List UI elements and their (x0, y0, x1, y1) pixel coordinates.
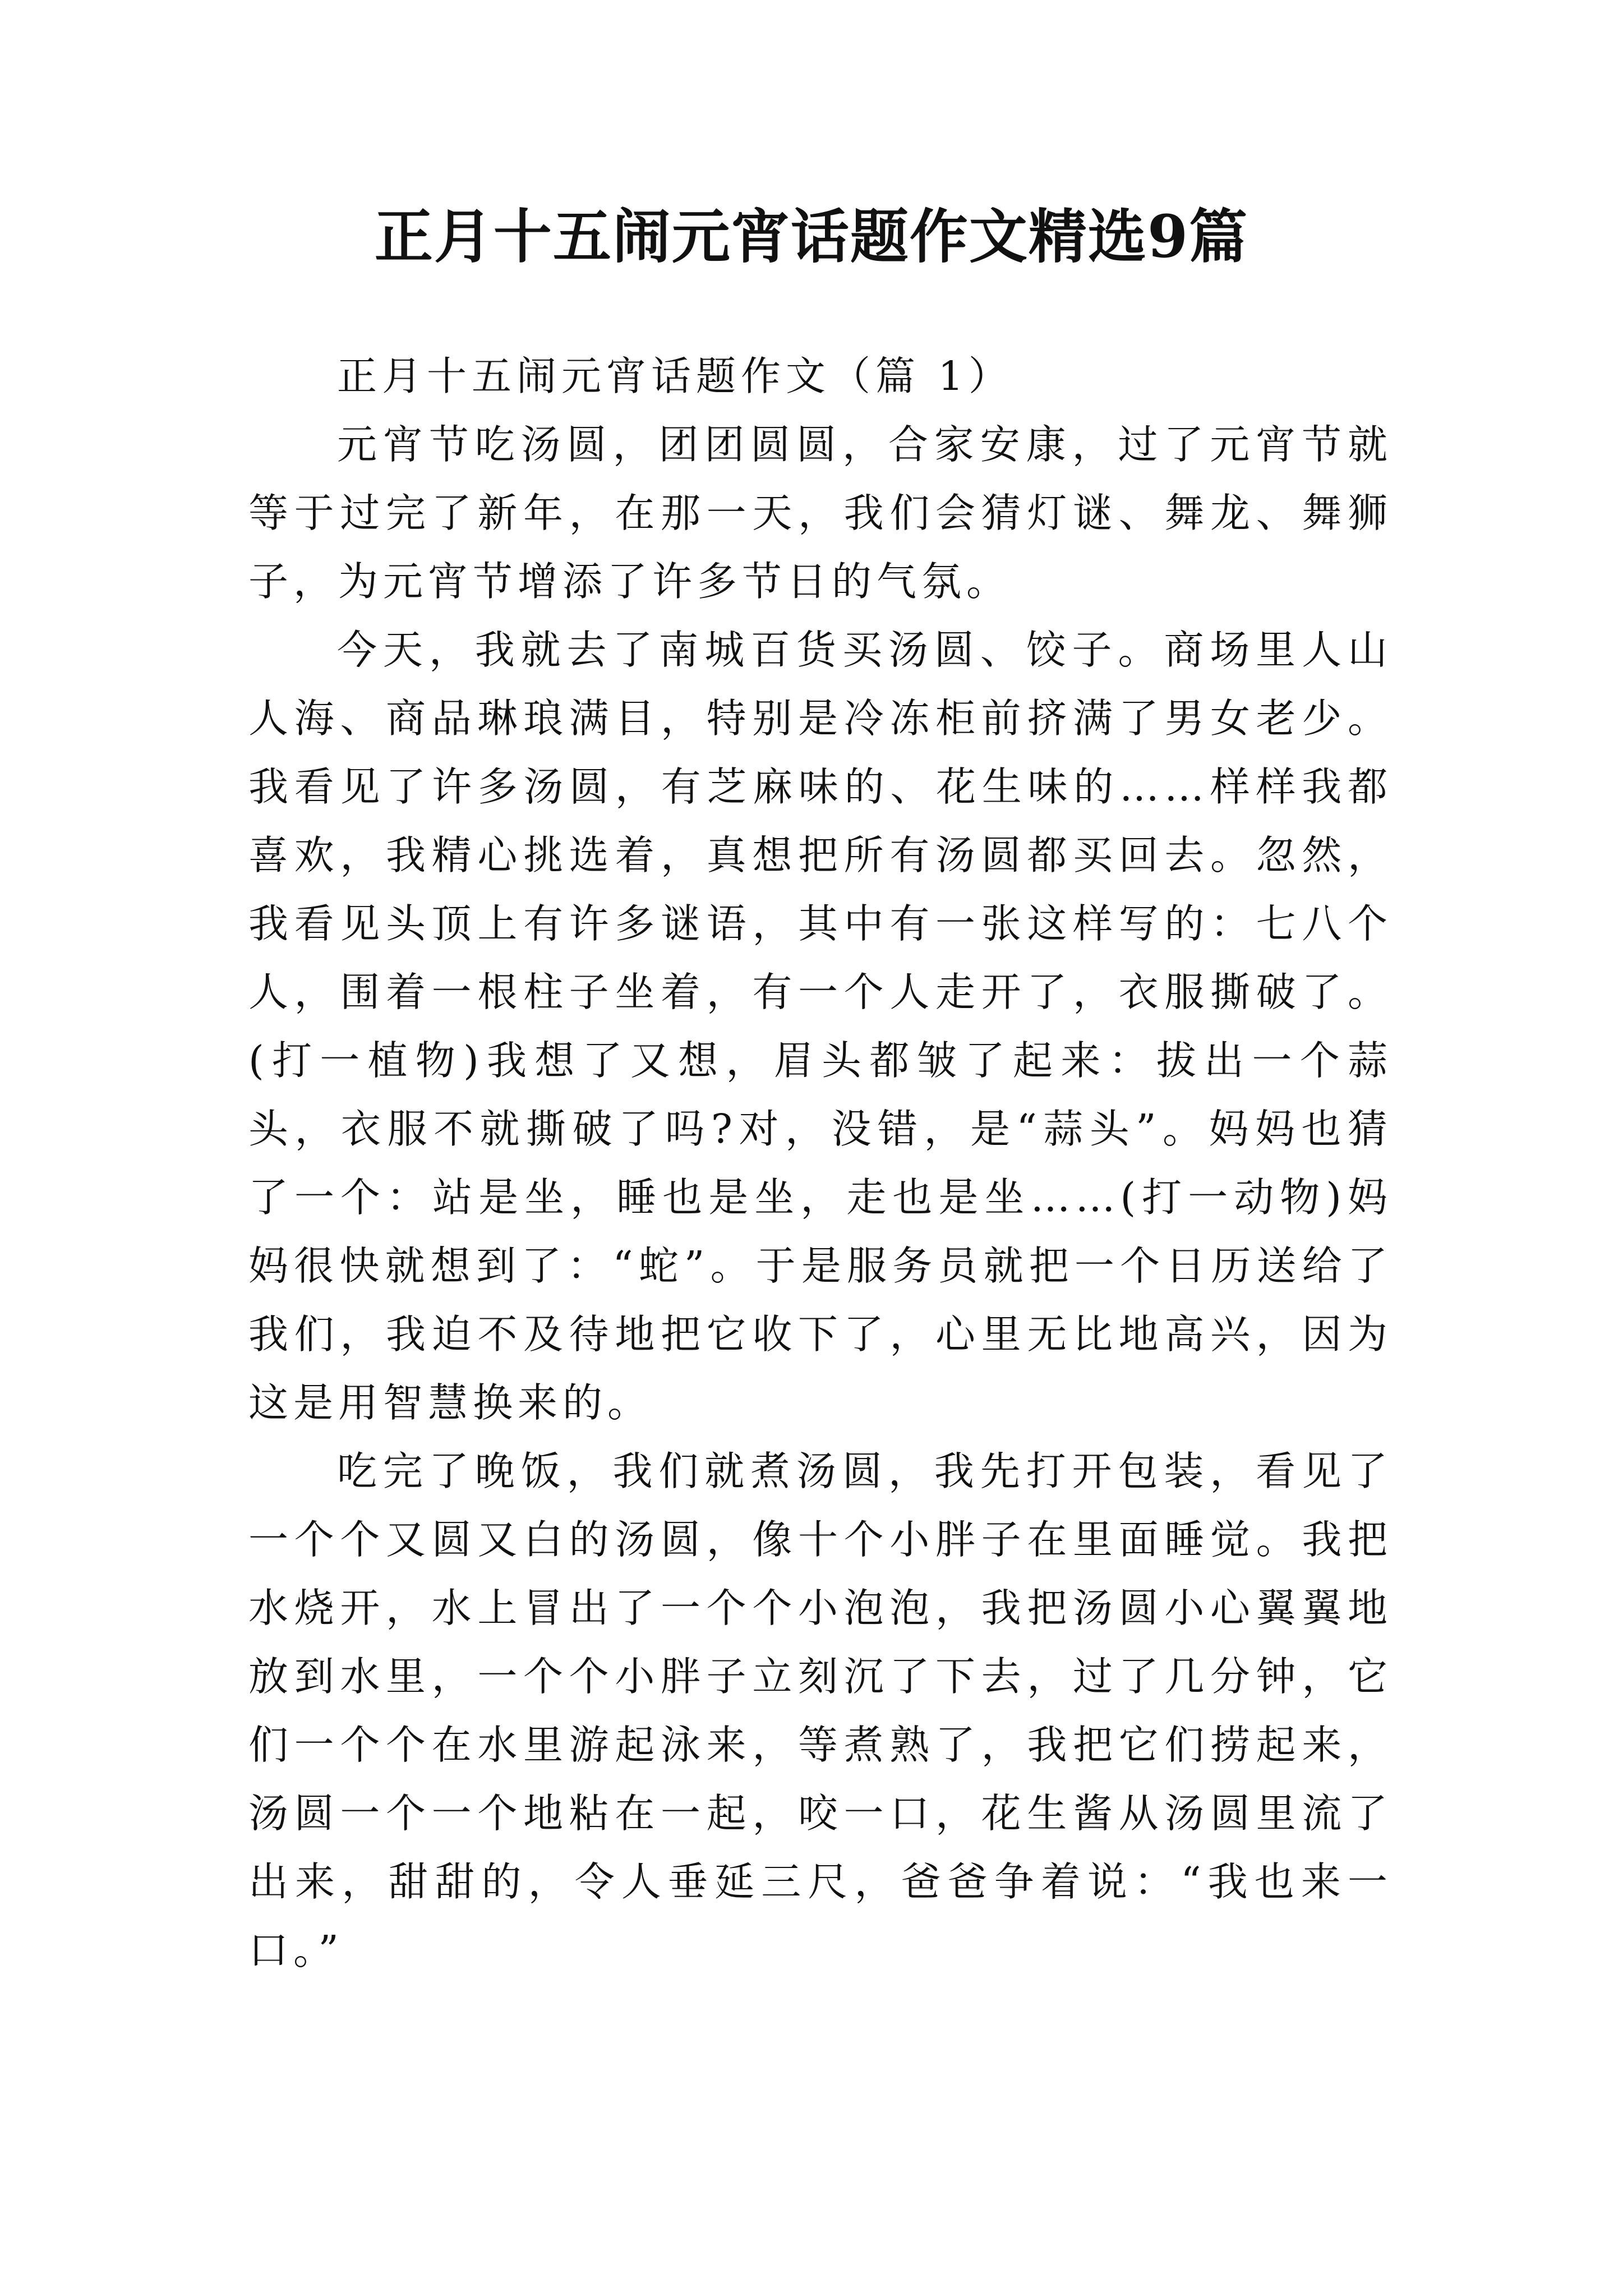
document-title: 正月十五闹元宵话题作文精选9篇 (374, 202, 1249, 271)
paragraph-1: 元宵节吃汤圆，团团圆圆，合家安康，过了元宵节就等于过完了新年，在那一天，我们会猜灯谜、舞龙、舞狮子，为元宵节增添了许多节日的气氛。 (248, 421, 1393, 605)
paragraph-3: 吃完了晚饭，我们就煮汤圆，我先打开包装，看见了一个个又圆又白的汤圆，像十个小胖子在里面睡觉。我把水烧开，水上冒出了一个个小泡泡，我把汤圆小心翼翼地放到水里，一个个小胖子立刻沉了下去，过了几分钟，它们一个个在水里游起泳来，等煮熟了，我把它们捞起来，汤圆一个一个地粘在一起，咬一口，花生酱从汤圆里流了出来，甜甜的，令人垂延三尺，爸爸争着说：“我也来一口。” (248, 1448, 1393, 1973)
paragraph-2: 今天，我就去了南城百货买汤圆、饺子。商场里人山人海、商品琳琅满目，特别是冷冻柜前挤满了男女老少。我看见了许多汤圆，有芝麻味的、花生味的……样样我都喜欢，我精心挑选着，真想把所有汤圆都买回去。忽然，我看见头顶上有许多谜语，其中有一张这样写的：七八个人，围着一根柱子坐着，有一个人走开了，衣服撕破了。(打一植物)我想了又想，眉头都皱了起来：拔出一个蒜头，衣服不就撕破了吗?对，没错，是“蒜头”。妈妈也猜了一个：站是坐，睡也是坐，走也是坐……(打一动物)妈妈很快就想到了：“蛇”。于是服务员就把一个日历送给了我们，我迫不及待地把它收下了，心里无比地高兴，因为这是用智慧换来的。 (248, 627, 1393, 1426)
document-body (248, 342, 1393, 1985)
section-heading: 正月十五闹元宵话题作文（篇 1） (337, 353, 1013, 399)
